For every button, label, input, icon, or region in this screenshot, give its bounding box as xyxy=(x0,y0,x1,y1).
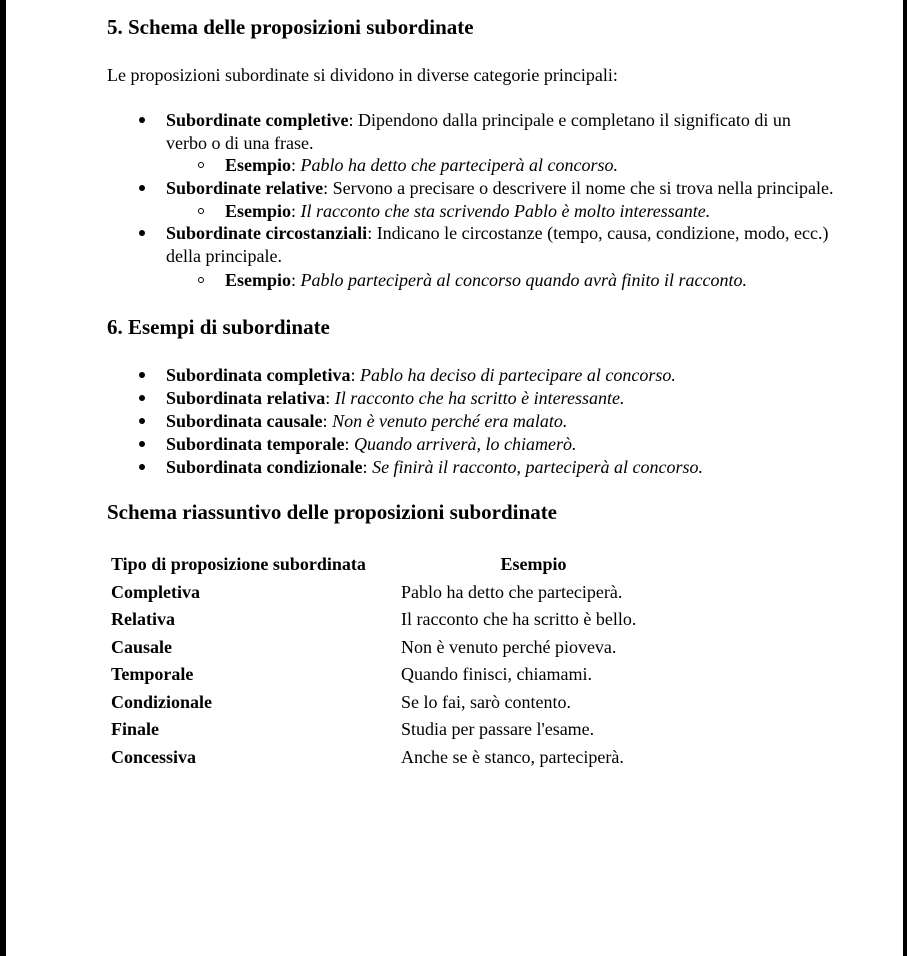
row-example: Pablo ha detto che parteciperà. xyxy=(401,581,623,602)
row-example: Non è venuto perché pioveva. xyxy=(401,636,617,657)
row-example: Il racconto che ha scritto è bello. xyxy=(401,609,637,630)
list-item-temporale xyxy=(166,433,577,455)
row-example: Studia per passare l'esame. xyxy=(401,719,595,740)
example-label: Esempio xyxy=(225,270,292,290)
table-row xyxy=(107,716,666,744)
description: : Servono a precisare o descrivere il nome che si trova nella principale. xyxy=(323,178,834,198)
sub-bullet-icon xyxy=(198,277,204,283)
row-type: Temporale xyxy=(111,664,194,685)
row-type: Concessiva xyxy=(111,746,196,767)
row-example: Quando finisci, chiamami. xyxy=(401,664,592,685)
section5-intro: Le proposizioni subordinate si dividono in diverse categorie principali: xyxy=(107,65,618,85)
term: Subordinata completiva xyxy=(166,365,351,385)
example-circostanziali xyxy=(225,269,747,291)
example-text: Il racconto che sta scrivendo Pablo è molto interessante. xyxy=(300,201,711,221)
bullet-icon xyxy=(139,441,145,447)
colon: : xyxy=(325,388,335,408)
list-item-relative xyxy=(166,177,833,199)
term: Subordinate circostanziali xyxy=(166,223,368,243)
left-edge xyxy=(0,0,6,956)
table-header-row xyxy=(107,551,666,579)
sub-bullet-icon xyxy=(198,162,204,168)
example: Quando arriverà, lo chiamerò. xyxy=(354,434,577,454)
col-example-header: Esempio xyxy=(500,554,567,575)
table-row xyxy=(107,689,666,717)
colon: : xyxy=(291,270,301,290)
row-example: Anche se è stanco, parteciperà. xyxy=(401,746,624,767)
row-type: Finale xyxy=(111,719,159,740)
table-row xyxy=(107,579,666,607)
row-example: Se lo fai, sarò contento. xyxy=(401,691,571,712)
term: Subordinate completive xyxy=(166,110,349,130)
bullet-icon xyxy=(139,117,145,123)
table-row xyxy=(107,634,666,662)
example-label: Esempio xyxy=(225,201,292,221)
description-cont: verbo o di una frase. xyxy=(166,133,314,153)
summary-heading: Schema riassuntivo delle proposizioni subordinate xyxy=(107,500,558,524)
term: Subordinate relative xyxy=(166,178,324,198)
colon: : xyxy=(291,201,301,221)
term: Subordinata causale xyxy=(166,411,323,431)
row-type: Condizionale xyxy=(111,691,213,712)
colon: : xyxy=(322,411,333,431)
term: Subordinata condizionale xyxy=(166,457,363,477)
list-item-condizionale xyxy=(166,456,703,478)
colon: : xyxy=(350,365,361,385)
summary-table xyxy=(107,551,666,771)
list-item-completiva xyxy=(166,364,676,386)
section6-heading: 6. Esempi di subordinate xyxy=(107,315,330,339)
list-item-relativa xyxy=(166,387,624,409)
bullet-icon xyxy=(139,418,145,424)
example-label: Esempio xyxy=(225,155,292,175)
list-item-causale xyxy=(166,410,567,432)
list-item-completive xyxy=(166,109,791,131)
row-type: Relativa xyxy=(111,609,175,630)
example-completive xyxy=(225,154,618,176)
bullet-icon xyxy=(139,395,145,401)
example: Non è venuto perché era malato. xyxy=(332,411,568,431)
table-row xyxy=(107,744,666,772)
table-row xyxy=(107,661,666,689)
colon: : xyxy=(344,434,355,454)
section5-heading: 5. Schema delle proposizioni subordinate xyxy=(107,15,474,39)
description-cont: della principale. xyxy=(166,246,282,266)
example-relative xyxy=(225,200,710,222)
example: Il racconto che ha scritto è interessante. xyxy=(334,388,625,408)
description: : Indicano le circostanze (tempo, causa, condizione, modo, ecc.) xyxy=(367,223,829,243)
colon: : xyxy=(291,155,301,175)
list-item-circostanziali-cont xyxy=(166,245,282,267)
list-item-completive-cont xyxy=(166,132,313,154)
description: : Dipendono dalla principale e completano il significato di un xyxy=(348,110,791,130)
row-type: Completiva xyxy=(111,581,200,602)
example: Pablo ha deciso di partecipare al concorso. xyxy=(360,365,676,385)
example-text: Pablo ha detto che parteciperà al concorso. xyxy=(300,155,618,175)
bullet-icon xyxy=(139,372,145,378)
row-type: Causale xyxy=(111,636,173,657)
bullet-icon xyxy=(139,464,145,470)
term: Subordinata temporale xyxy=(166,434,345,454)
bullet-icon xyxy=(139,185,145,191)
table-row xyxy=(107,606,666,634)
col-type-header: Tipo di proposizione subordinata xyxy=(111,554,366,575)
list-item-circostanziali xyxy=(166,222,829,244)
sub-bullet-icon xyxy=(198,208,204,214)
colon: : xyxy=(362,457,373,477)
term: Subordinata relativa xyxy=(166,388,326,408)
bullet-icon xyxy=(139,230,145,236)
right-edge xyxy=(903,0,907,956)
example-text: Pablo parteciperà al concorso quando avrà finito il racconto. xyxy=(300,270,747,290)
example: Se finirà il racconto, parteciperà al concorso. xyxy=(372,457,704,477)
